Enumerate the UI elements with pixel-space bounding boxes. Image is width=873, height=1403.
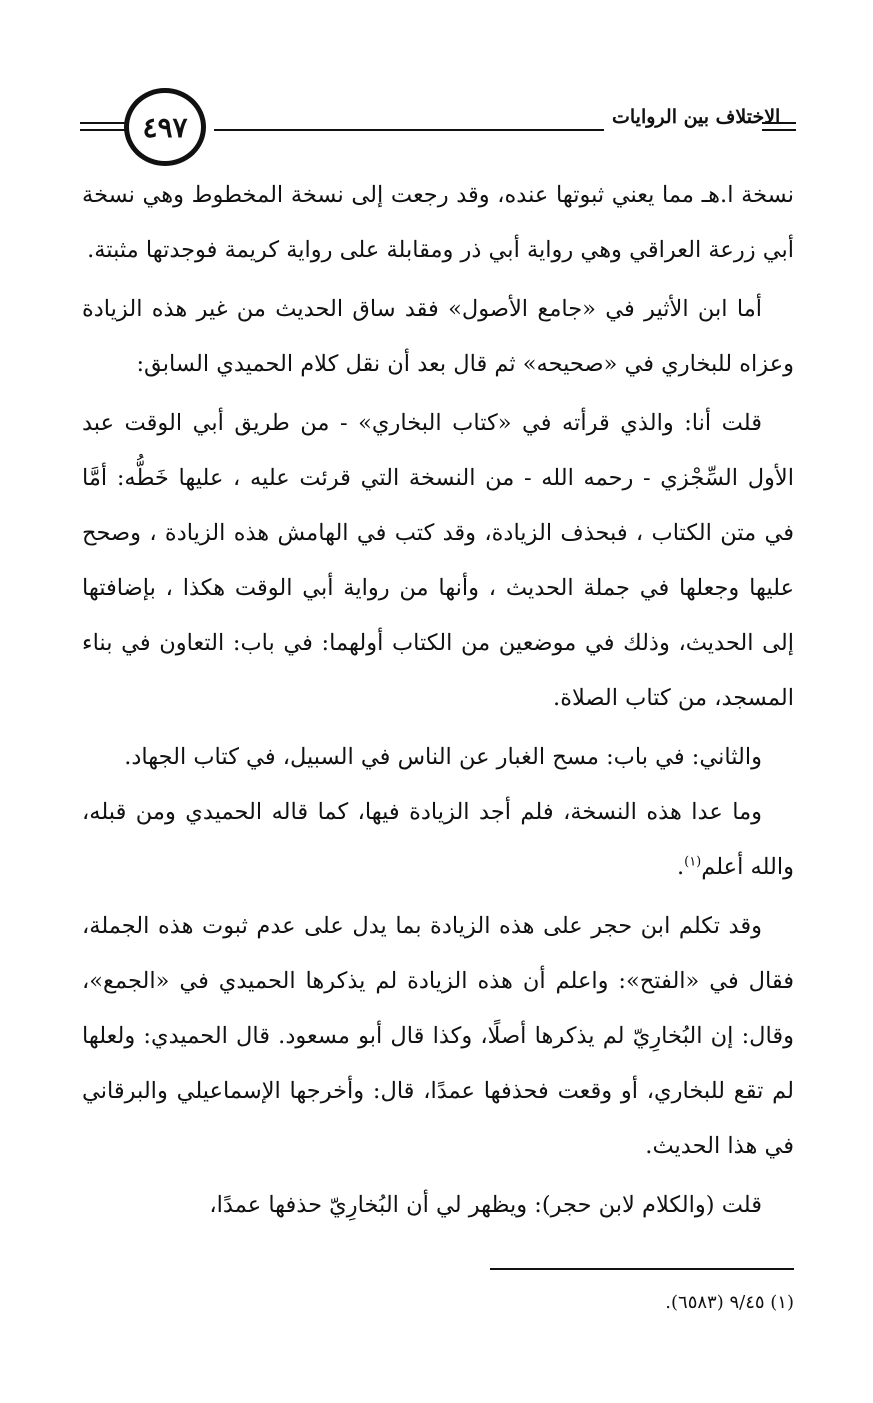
running-title: الاختلاف بين الروايات: [612, 106, 781, 128]
header-rule: [762, 129, 796, 131]
footnote-rule: [490, 1268, 794, 1270]
paragraph: والثاني: في باب: مسح الغبار عن الناس في السبيل، في كتاب الجهاد.: [124, 744, 762, 770]
paragraph: وقد تكلم ابن حجر على هذه الزيادة بما يدل على عدم ثبوت هذه الجملة، فقال في «الفتح»: واعلم أن هذه الزيادة لم يذكرها الحميدي في «الجمع»، وقال: إن البُخارِيّ لم يذكرها أصلًا، وكذا قال أبو مسعود. قال الحميدي: ولعلها لم تقع للبخاري، أو وقعت فحذفها عمدًا، قال: وأخرجها الإسماعيلي والبرقاني في هذا الحديث.: [82, 913, 794, 1159]
paragraph: أما ابن الأثير في «جامع الأصول» فقد ساق الحديث من غير هذه الزيادة وعزاه للبخاري في «صحيحه» ثم قال بعد أن نقل كلام الحميدي السابق:: [82, 296, 794, 377]
paragraph: قلت أنا: والذي قرأته في «كتاب البخاري» - من طريق أبي الوقت عبد الأول السِّجْزي - رحمه الله - من النسخة التي قرئت عليه ، عليها خَطُّه: أمَّا في متن الكتاب ، فبحذف الزيادة، وقد كتب في الهامش هذه الزيادة ، وصحح عليها وجعلها في جملة الحديث ، وأنها من رواية أبي الوقت هكذا ، بإضافتها إلى الحديث، وذلك في موضعين من الكتاب أولهما: في باب: التعاون في بناء المسجد، من كتاب الصلاة.: [82, 410, 794, 711]
footnote: (١) ٩/٤٥ (٦٥٨٣).: [665, 1292, 794, 1313]
page-number: ٤٩٧: [124, 88, 206, 166]
footnote-marker[interactable]: (١): [684, 854, 702, 870]
paragraph: نسخة ا.هـ مما يعني ثبوتها عنده، وقد رجعت إلى نسخة المخطوط وهي نسخة أبي زرعة العراقي وهي رواية أبي ذر ومقابلة على رواية كريمة فوجدتها مثبتة.: [82, 182, 794, 263]
paragraph-text: وما عدا هذه النسخة، فلم أجد الزيادة فيها، كما قاله الحميدي ومن قبله، والله أعلم: [82, 799, 794, 880]
page-header: [80, 88, 796, 178]
body-text: [82, 168, 794, 1233]
paragraph-end: .: [676, 854, 685, 880]
header-rule: [214, 129, 604, 131]
paragraph: قلت (والكلام لابن حجر): ويظهر لي أن البُخارِيّ حذفها عمدًا،: [209, 1192, 762, 1218]
paragraph: [82, 785, 794, 895]
